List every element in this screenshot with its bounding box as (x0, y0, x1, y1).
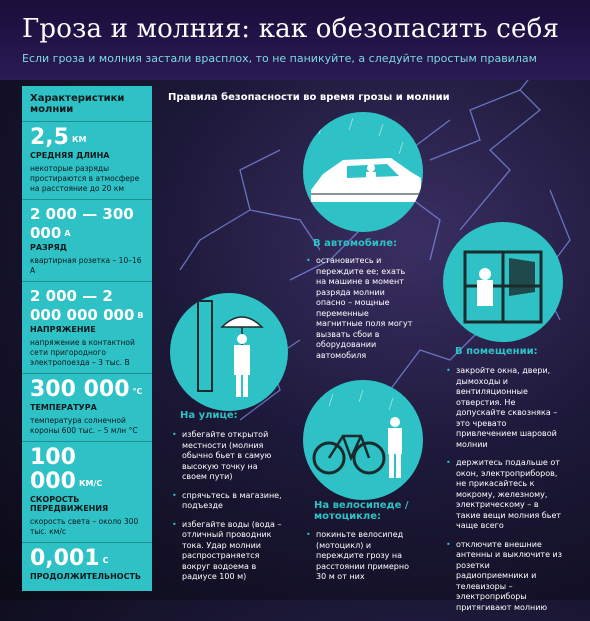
list-item: • держитесь подальше от окон, электроприборов, не прикасайтесь к мокрому, железному, электрическому – в такие вещи молния бьет чаще всего (446, 458, 564, 532)
metric-unit: С (102, 556, 109, 565)
metric-speed (22, 442, 152, 543)
metric-unit: В (137, 311, 144, 320)
metric-duration (22, 543, 152, 586)
metric-voltage (22, 282, 152, 374)
metric-value: 300 000 (30, 377, 130, 402)
window-icon (443, 222, 563, 342)
list-item: • закройте окна, двери, дымоходы и вентиляционные отверстия. Не допускайте сквозняка – это чревато привлечением шаровой молнии (446, 366, 564, 450)
metric-unit: °С (132, 387, 143, 396)
metric-label: НАПРЯЖЕНИЕ (30, 325, 96, 334)
list-item: • избегайте открытой местности (молния обычно бьет в самую высокую точку на своем пути) (172, 430, 282, 483)
metric-value: 100 000 (30, 445, 76, 494)
metric-value: 2 000 — 2 000 000 000 (30, 287, 135, 324)
room-rules-list (446, 366, 564, 621)
metric-label: РАЗРЯД (30, 243, 67, 252)
metric-label: ПРОДОЛЖИТЕЛЬНОСТЬ (30, 572, 142, 581)
umbrella-person-icon (170, 293, 288, 411)
bike-section-title: На велосипеде / мотоцикле: (314, 500, 409, 522)
metric-note: напряжение в контактной сети пригородного электропоезда – 3 тыс. В (30, 338, 135, 367)
bike-illustration (303, 380, 423, 500)
panel-title: Характеристики молнии (22, 86, 152, 122)
metric-value: 0,001 (30, 546, 100, 571)
metric-unit: КМ (71, 135, 87, 144)
metric-value: 2,5 (30, 125, 69, 150)
room-illustration (443, 222, 563, 342)
metric-label: СКОРОСТЬ ПЕРЕДВИЖЕНИЯ (30, 495, 109, 513)
metric-unit: КМ/С (78, 479, 103, 488)
metric-temperature (22, 374, 152, 442)
metric-length (22, 122, 152, 200)
list-item: • отключите внешние антенны и выключите из розетки радиоприемники и телевизоры – электроприборы притягивают молнию (446, 540, 564, 614)
list-item: • спрячьтесь в магазине, подъезде (172, 491, 282, 512)
metric-unit: А (64, 229, 71, 238)
page-subtitle: Если гроза и молния застали врасплох, то не паникуйте, а следуйте простым правилам (22, 52, 537, 65)
street-illustration (170, 293, 288, 411)
street-rules-list (172, 430, 282, 591)
lightning-characteristics-panel (22, 86, 152, 591)
list-item: • остановитесь и переждите ее; ехать на машине в момент разряда молнии опасно – мощные переменные магнитные поля могут вызвать сбои в оборудовании автомобиля (306, 256, 416, 361)
metric-note: квартирная розетка – 10–16 А (30, 256, 142, 275)
metric-label: СРЕДНЯЯ ДЛИНА (30, 151, 110, 160)
rules-title: Правила безопасности во время грозы и молнии (168, 92, 450, 103)
list-item: • избегайте воды (вода – отличный проводник тока. Удар молнии распространяется вокруг водоема в радиусе 100 м) (172, 520, 282, 583)
metric-value: 2 000 — 300 000 (30, 205, 134, 242)
metric-note: скорость света – около 300 тыс. км/с (30, 517, 139, 536)
car-rules-list (306, 256, 416, 369)
room-section-title: В помещении: (455, 346, 538, 357)
metric-current (22, 200, 152, 282)
metric-label: ТЕМПЕРАТУРА (30, 403, 97, 412)
page-title: Гроза и молния: как обезопасить себя (22, 14, 560, 44)
list-item: • покиньте велосипед (мотоцикл) и переждите грозу на расстоянии примерно 30 м от них (306, 530, 418, 583)
bike-rules-list (306, 530, 418, 591)
bicycle-icon (303, 380, 423, 500)
metric-note: температура солнечной короны 600 тыс. – 5 млн °С (30, 416, 138, 435)
car-illustration (303, 112, 423, 232)
street-section-title: На улице: (180, 410, 238, 421)
metric-note: некоторые разряды простираются в атмосфере на расстояние до 20 км (30, 164, 140, 193)
car-section-title: В автомобиле: (313, 238, 397, 249)
car-icon (303, 112, 423, 232)
